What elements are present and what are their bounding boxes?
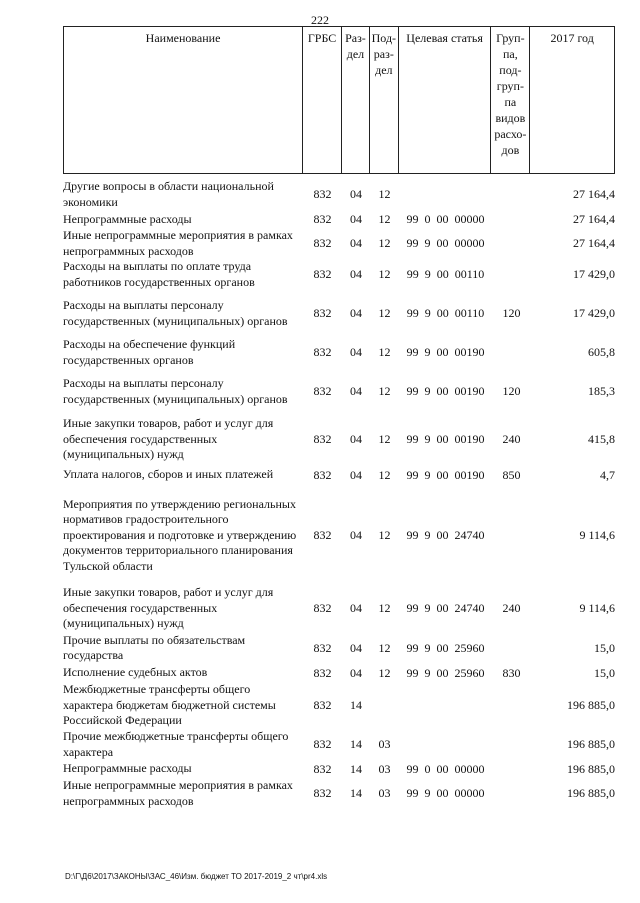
table-row [63, 729, 615, 760]
cell-target: 99 9 00 00000 [406, 786, 485, 800]
table-body [63, 178, 615, 809]
cell-podrazdel: 12 [378, 384, 391, 398]
cell-podrazdel: 03 [378, 761, 391, 776]
cell-value: 15,0 [594, 640, 615, 655]
cell-razdel: 04 [350, 384, 362, 398]
cell-name: Иные закупки товаров, работ и услуг для обеспечения государственных (муниципальных) нужд [63, 416, 274, 462]
table-row [63, 585, 615, 632]
cell-grbs: 832 [313, 384, 332, 398]
cell-value: 415,8 [588, 432, 615, 446]
cell-razdel: 14 [350, 698, 362, 712]
table-row [63, 415, 615, 464]
cell-group: 120 [502, 306, 521, 320]
cell-group: 850 [502, 467, 521, 482]
cell-target: 99 9 00 00190 [406, 467, 485, 482]
cell-name: Непрограммные расходы [63, 761, 192, 776]
cell-value: 9 114,6 [579, 601, 615, 615]
cell-grbs: 832 [313, 786, 332, 800]
cell-grbs: 832 [313, 345, 332, 359]
cell-razdel: 04 [350, 187, 362, 201]
cell-group: 120 [502, 384, 521, 398]
cell-grbs: 832 [313, 212, 332, 226]
cell-podrazdel: 12 [378, 601, 391, 615]
cell-grbs: 832 [313, 432, 332, 446]
cell-target: 99 9 00 00190 [406, 384, 485, 398]
file-path-footer: D:\Г\Д6\2017\ЗАКОНЫ\ЗАС_46\Изм. бюджет ТО 2017-2019_2 чт\pr4.xls [65, 872, 328, 881]
cell-target: 99 9 00 00190 [406, 432, 485, 446]
header-group: Груп- па, под- груп- па видов расхо- дов [491, 27, 530, 173]
cell-grbs: 832 [313, 187, 332, 201]
table-row [63, 228, 615, 259]
cell-podrazdel: 12 [378, 212, 391, 226]
cell-value: 27 164,4 [573, 212, 615, 226]
cell-name: Исполнение судебных актов [63, 665, 208, 680]
cell-name: Уплата налогов, сборов и иных платежей [63, 467, 274, 482]
table-row [63, 682, 615, 729]
table-row [63, 486, 615, 585]
cell-razdel: 04 [350, 467, 362, 482]
cell-name: Расходы на выплаты персоналу государственных (муниципальных) органов [63, 376, 288, 406]
cell-target: 99 9 00 24740 [406, 601, 485, 615]
cell-podrazdel: 12 [378, 236, 391, 250]
cell-target: 99 9 00 00190 [406, 345, 485, 359]
cell-grbs: 832 [313, 640, 332, 655]
header-target: Целевая статья [399, 27, 492, 173]
cell-value: 196 885,0 [567, 698, 615, 712]
cell-razdel: 14 [350, 737, 362, 751]
cell-value: 17 429,0 [573, 267, 615, 281]
cell-podrazdel: 12 [378, 432, 391, 446]
cell-razdel: 04 [350, 267, 362, 281]
cell-razdel: 04 [350, 640, 362, 655]
cell-razdel: 04 [350, 665, 362, 680]
cell-value: 196 885,0 [567, 786, 615, 800]
cell-target: 99 0 00 00000 [406, 212, 485, 226]
cell-value: 185,3 [588, 384, 615, 398]
page-number: 222 [311, 13, 329, 27]
table-header [63, 26, 615, 174]
cell-target: 99 9 00 00110 [406, 306, 485, 320]
cell-podrazdel: 12 [378, 665, 391, 680]
header-podrazdel: Под- раз- дел [370, 27, 399, 173]
cell-name: Расходы на обеспечение функций государственных органов [63, 337, 236, 367]
cell-name: Иные непрограммные мероприятия в рамках непрограммных расходов [63, 778, 293, 808]
cell-value: 17 429,0 [573, 306, 615, 320]
cell-grbs: 832 [313, 698, 332, 712]
cell-target: 99 9 00 25960 [406, 640, 485, 655]
cell-podrazdel: 12 [378, 467, 391, 482]
cell-grbs: 832 [313, 665, 332, 680]
cell-razdel: 04 [350, 236, 362, 250]
table-row [63, 760, 615, 778]
cell-grbs: 832 [313, 306, 332, 320]
table-row [63, 368, 615, 415]
cell-group: 240 [502, 432, 521, 446]
cell-razdel: 04 [350, 528, 362, 542]
cell-razdel: 04 [350, 345, 362, 359]
cell-razdel: 04 [350, 601, 362, 615]
header-razdel: Раз- дел [342, 27, 370, 173]
cell-name: Иные закупки товаров, работ и услуг для обеспечения государственных (муниципальных) нужд [63, 585, 274, 631]
cell-razdel: 14 [350, 786, 362, 800]
table-row [63, 778, 615, 809]
cell-razdel: 04 [350, 212, 362, 226]
cell-name: Прочие выплаты по обязательствам государства [63, 632, 246, 662]
cell-name: Прочие межбюджетные трансферты общего характера [63, 729, 289, 759]
cell-target: 99 9 00 00000 [406, 236, 485, 250]
cell-value: 15,0 [594, 665, 615, 680]
cell-value: 4,7 [600, 467, 615, 482]
table-row [63, 337, 615, 368]
cell-name: Расходы на выплаты персоналу государственных (муниципальных) органов [63, 298, 288, 328]
header-grbs: ГРБС [303, 27, 342, 173]
cell-grbs: 832 [313, 761, 332, 776]
cell-value: 196 885,0 [567, 761, 615, 776]
cell-podrazdel: 12 [378, 528, 391, 542]
cell-podrazdel: 12 [378, 306, 391, 320]
cell-grbs: 832 [313, 267, 332, 281]
cell-value: 27 164,4 [573, 187, 615, 201]
cell-name: Расходы на выплаты по оплате труда работников государственных органов [63, 259, 255, 289]
table-row [63, 664, 615, 682]
cell-razdel: 04 [350, 306, 362, 320]
cell-podrazdel: 12 [378, 640, 391, 655]
cell-target: 99 9 00 25960 [406, 665, 485, 680]
cell-podrazdel: 03 [378, 786, 391, 800]
cell-value: 27 164,4 [573, 236, 615, 250]
table-row [63, 211, 615, 228]
cell-grbs: 832 [313, 528, 332, 542]
cell-podrazdel: 03 [378, 737, 391, 751]
cell-target: 99 9 00 24740 [406, 528, 485, 542]
cell-grbs: 832 [313, 601, 332, 615]
cell-razdel: 14 [350, 761, 362, 776]
cell-group: 830 [502, 665, 521, 680]
header-year: 2017 год [550, 31, 594, 45]
cell-podrazdel: 12 [378, 187, 391, 201]
cell-razdel: 04 [350, 432, 362, 446]
cell-podrazdel: 12 [378, 345, 391, 359]
table-row [63, 178, 615, 211]
cell-group: 240 [502, 601, 521, 615]
cell-value: 605,8 [588, 345, 615, 359]
table-row [63, 632, 615, 664]
cell-name: Межбюджетные трансферты общего характера бюджетам бюджетной системы Российской Федерации [63, 682, 276, 728]
cell-target: 99 0 00 00000 [406, 761, 485, 776]
table-row [63, 464, 615, 486]
cell-grbs: 832 [313, 467, 332, 482]
cell-name: Другие вопросы в области национальной экономики [63, 179, 274, 209]
cell-name: Иные непрограммные мероприятия в рамках непрограммных расходов [63, 228, 293, 258]
cell-podrazdel: 12 [378, 267, 391, 281]
cell-value: 9 114,6 [579, 528, 615, 542]
cell-name: Непрограммные расходы [63, 211, 192, 226]
header-name: Наименование [64, 27, 303, 173]
cell-value: 196 885,0 [567, 737, 615, 751]
cell-name: Мероприятия по утверждению региональных нормативов градостроительного проектирования и подготовке и утверждению документов территориального планирования Тульской области [63, 496, 297, 573]
cell-grbs: 832 [313, 737, 332, 751]
cell-target: 99 9 00 00110 [406, 267, 485, 281]
table-row [63, 290, 615, 337]
table-row [63, 259, 615, 290]
cell-grbs: 832 [313, 236, 332, 250]
